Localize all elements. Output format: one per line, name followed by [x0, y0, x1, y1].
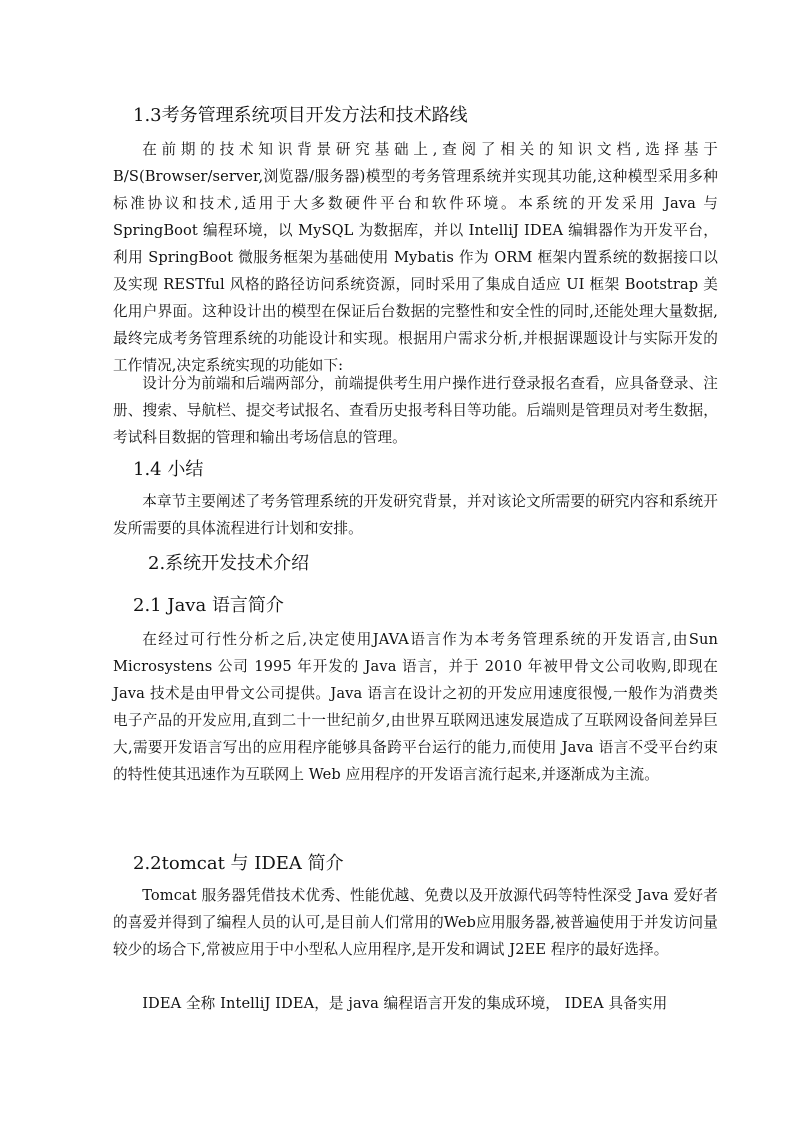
- section-heading-1-3: 1.3考务管理系统项目开发方法和技术路线: [133, 105, 468, 126]
- paragraph-2-1: 在经过可行性分析之后,决定使用JAVA语言作为本考务管理系统的开发语言,由Sun Microsystens 公司 1995 年开发的 Java 语言，并于 2010 年被甲骨文公司收购,即现在 Java 技术是由甲骨文公司提供。Java 语言在设计之初的开发应用速度很慢,一般作为消费类电子产品的开发应用,直到二十一世纪前夕,由世界互联网迅速发展造成了互联网设备间差异巨大,需要开发语言写出的应用程序能够具备跨平台运行的能力,而使用 Java 语言不受平台约束的特性使其迅速作为互联网上 Web 应用程序的开发语言流行起来,并逐渐成为主流。: [113, 631, 718, 783]
- section-heading-2-1: 2.1 Java 语言简介: [133, 595, 284, 616]
- paragraph-1-3-a: 在前期的技术知识背景研究基础上,查阅了相关的知识文档,选择基于B/S(Browser/server,浏览器/服务器)模型的考务管理系统并实现其功能,这种模型采用多种标准协议和技术,适用于大多数硬件平台和软件环境。本系统的开发采用 Java 与 SpringBoot 编程环境，以 MySQL 为数据库，并以 IntelliJ IDEA 编辑器作为开发平台，利用 SpringBoot 微服务框架为基础使用 Mybatis 作为 ORM 框架内置系统的数据接口以及实现 RESTful 风格的路径访问系统资源，同时采用了集成自适应 UI 框架 Bootstrap 美化用户界面。这种设计出的模型在保证后台数据的完整性和安全性的同时,还能处理大量数据,最终完成考务管理系统的功能设计和实现。根据用户需求分析,并根据课题设计与实际开发的工作情况,决定系统实现的功能如下:: [113, 141, 718, 374]
- chapter-heading-2: 2.系统开发技术介绍: [148, 553, 310, 574]
- paragraph-2-2-b: IDEA 全称 IntelliJ IDEA，是 java 编程语言开发的集成环境， IDEA 具备实用: [142, 995, 668, 1012]
- section-heading-2-2: 2.2tomcat 与 IDEA 简介: [133, 853, 344, 874]
- paragraph-2-2-a: Tomcat 服务器凭借技术优秀、性能优越、免费以及开放源代码等特性深受 Java 爱好者的喜爱并得到了编程人员的认可,是目前人们常用的Web应用服务器,被普遍使用于并发访问量较少的场合下,常被应用于中小型私人应用程序,是开发和调试 J2EE 程序的最好选择。: [113, 887, 718, 958]
- paragraph-1-4: 本章节主要阐述了考务管理系统的开发研究背景，并对该论文所需要的研究内容和系统开发所需要的具体流程进行计划和安排。: [113, 493, 718, 537]
- paragraph-1-3-b: 设计分为前端和后端两部分，前端提供考生用户操作进行登录报名查看，应具备登录、注册、搜索、导航栏、提交考试报名、查看历史报考科目等功能。后端则是管理员对考生数据，考试科目数据的管理和输出考场信息的管理。: [113, 375, 718, 446]
- section-heading-1-4: 1.4 小结: [133, 459, 204, 480]
